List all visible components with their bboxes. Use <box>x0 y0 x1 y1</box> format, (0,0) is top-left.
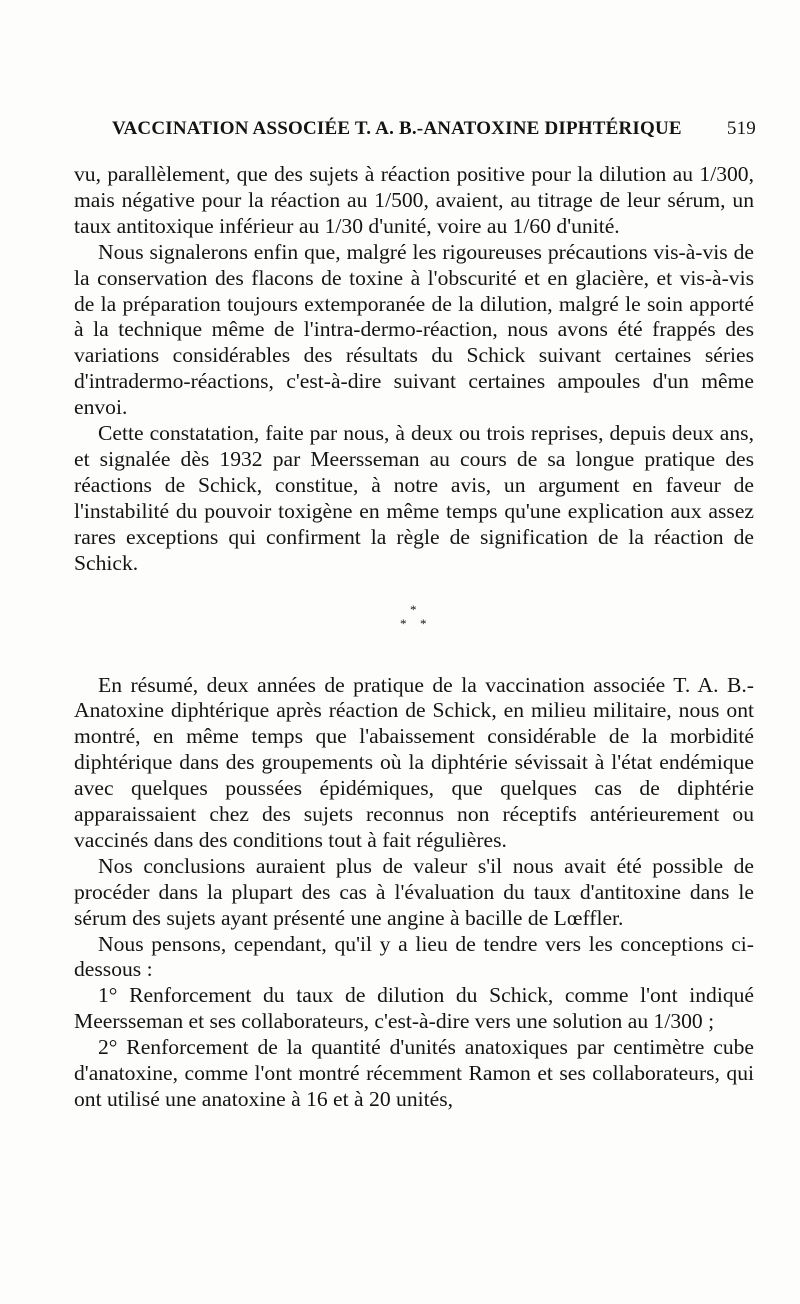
asterism-star: * <box>420 615 427 631</box>
paragraph-item-2: 2° Renforcement de la quantité d'unités anatoxiques par centimètre cube d'anatoxine, comme l'ont montré récemment Ramon et ses collaborateurs, qui ont utilisé une anatoxine à 16 et à 20 unités, <box>74 1035 754 1111</box>
running-head-title: VACCINATION ASSOCIÉE T. A. B.-ANATOXINE DIPHTÉRIQUE <box>112 118 682 139</box>
paragraph-constatation: Cette constatation, faite par nous, à deux ou trois reprises, depuis deux ans, et signalée dès 1932 par Meersseman au cours de sa longue pratique des réactions de Schick, constitue, à notre avis, un argument en faveur de l'instabilité du pouvoir toxigène en même temps qu'une explication aux assez rares exceptions qui confirment la règle de signification de la réaction de Schick. <box>74 421 754 575</box>
paragraph-resume: En résumé, deux années de pratique de la vaccination associée T. A. B.-Anatoxine diphtérique après réaction de Schick, en milieu militaire, nous ont montré, en même temps que l'abaissement considérable de la morbidité diphtérique dans des groupements où la diphtérie sévissait à l'état endémique avec quelques poussées épidémiques, que quelques cas de diphtérie apparaissaient chez des sujets reconnus non réceptifs antérieurement ou vaccinés dans des conditions tout à fait régulières. <box>74 672 754 852</box>
paragraph-item-1: 1° Renforcement du taux de dilution du Schick, comme l'ont indiqué Meersseman et ses collaborateurs, c'est-à-dire vers une solution au 1/300 ; <box>74 983 754 1034</box>
paragraph-precautions: Nous signalerons enfin que, malgré les rigoureuses précautions vis-à-vis de la conservation des flacons de toxine à l'obscurité et en glacière, et vis-à-vis de la préparation toujours extemporanée de la dilution, malgré le soin apporté à la technique même de l'intra-dermo-réaction, nous avons été frappés des variations considérables des résultats du Schick suivant certaines séries d'intradermo-réactions, c'est-à-dire suivant certaines ampoules d'un même envoi. <box>74 239 754 420</box>
body-text <box>74 162 754 1113</box>
section-break-asterism <box>74 589 754 647</box>
asterism-star: * <box>410 601 417 617</box>
running-head <box>112 118 760 140</box>
page-number: 519 <box>726 118 756 139</box>
asterism-star: * <box>400 615 407 631</box>
paragraph-pensons: Nous pensons, cependant, qu'il y a lieu de tendre vers les conceptions ci-dessous : <box>74 931 754 982</box>
paragraph-continuation: vu, parallèlement, que des sujets à réaction positive pour la dilution au 1/300, mais négative pour la réaction au 1/500, avaient, au titrage de leur sérum, un taux antitoxique inférieur au 1/30 d'unité, voire au 1/60 d'unité. <box>74 162 754 238</box>
paragraph-conclusions: Nos conclusions auraient plus de valeur s'il nous avait été possible de procéder dans la plupart des cas à l'évaluation du taux d'antitoxine dans le sérum des sujets ayant présenté une angine à bacille de Lœffler. <box>74 853 754 930</box>
